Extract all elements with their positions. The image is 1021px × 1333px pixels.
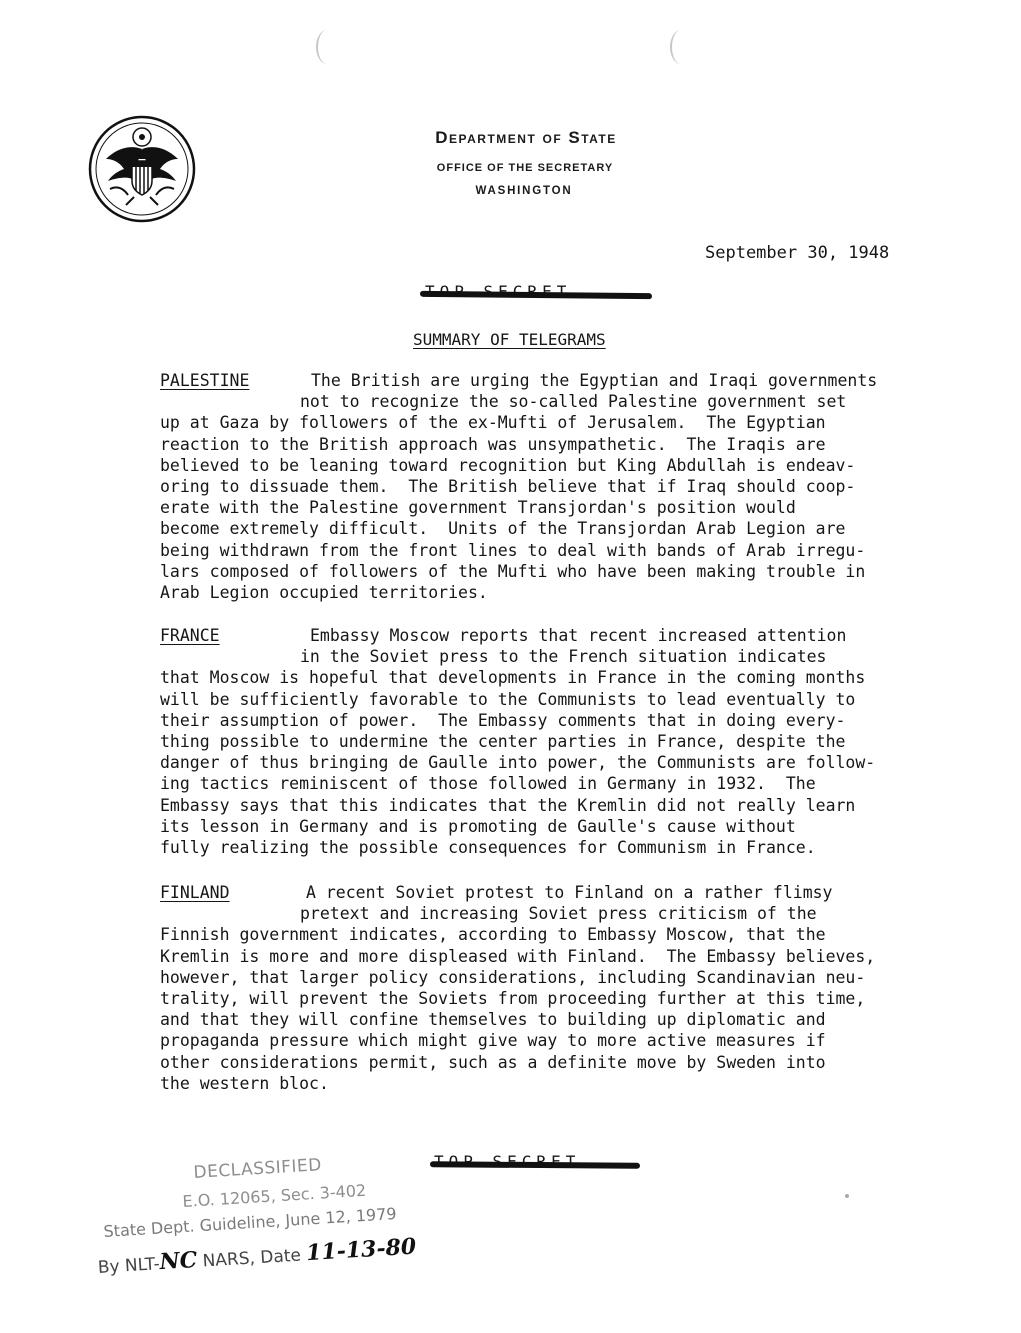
paragraph-line: Kremlin is more and more displeased with Finland. The Embassy believes, xyxy=(160,946,876,966)
paragraph-line: oring to dissuade them. The British believe that if Iraq should coop- xyxy=(160,476,856,496)
paragraph-line: erate with the Palestine government Transjordan's position would xyxy=(160,498,796,518)
paragraph-line: Embassy says that this indicates that the Kremlin did not really learn xyxy=(160,795,856,815)
paragraph-line: Arab Legion occupied territories. xyxy=(160,582,488,602)
paragraph-line: in the Soviet press to the French situation indicates xyxy=(300,647,827,667)
paragraph-line: its lesson in Germany and is promoting de Gaulle's cause without xyxy=(160,816,796,836)
paragraph-line: ing tactics reminiscent of those followed in Germany in 1932. The xyxy=(160,774,816,794)
paragraph-line: become extremely difficult. Units of the Transjordan Arab Legion are xyxy=(160,519,846,539)
paragraph-line: Embassy Moscow reports that recent increased attention xyxy=(310,626,847,645)
document-date: September 30, 1948 xyxy=(705,243,890,263)
paragraph-line: will be sufficiently favorable to the Communists to lead eventually to xyxy=(160,689,856,709)
section-france xyxy=(160,625,875,858)
paragraph-line: Finnish government indicates, according to Embassy Moscow, that the xyxy=(160,925,826,945)
handwritten-date: 11-13-80 xyxy=(305,1233,417,1267)
paragraph-line: propaganda pressure which might give way to more active measures if xyxy=(160,1031,826,1051)
paragraph-line: fully realizing the possible consequences for Communism in France. xyxy=(160,837,816,857)
declassified-stamp-title: DECLASSIFIED xyxy=(193,1155,323,1183)
document-title: SUMMARY OF TELEGRAMS xyxy=(413,330,606,349)
paragraph-line: danger of thus bringing de Gaulle into power, the Communists are follow- xyxy=(160,753,876,773)
stamp-nars-date: NARS, Date xyxy=(196,1245,307,1272)
speck-mark xyxy=(845,1194,849,1198)
letterhead-department: Department of State xyxy=(435,128,617,147)
paragraph-line: A recent Soviet protest to Finland on a rather flimsy xyxy=(306,883,833,902)
paragraph-line: up at Gaza by followers of the ex-Mufti of Jerusalem. The Egyptian xyxy=(160,413,826,433)
paragraph-line: that Moscow is hopeful that developments in France in the coming months xyxy=(160,668,866,688)
paragraph-line: the western bloc. xyxy=(160,1073,329,1093)
paragraph-line: thing possible to undermine the center parties in France, despite the xyxy=(160,731,846,751)
paragraph-line: The British are urging the Egyptian and Iraqi governments xyxy=(311,371,878,390)
paragraph-line: trality, will prevent the Soviets from proceeding further at this time, xyxy=(160,988,866,1008)
handwritten-initials: NC xyxy=(158,1246,198,1276)
section-heading: PALESTINE xyxy=(160,371,250,390)
paragraph-line: not to recognize the so-called Palestine government set xyxy=(300,392,847,412)
paragraph-line: being withdrawn from the front lines to deal with bands of Arab irregu- xyxy=(160,540,866,560)
declassified-stamp-authority: E.O. 12065, Sec. 3-402 xyxy=(182,1180,367,1211)
paragraph-line: however, that larger policy considerations, including Scandinavian neu- xyxy=(160,967,866,987)
section-heading: FINLAND xyxy=(160,883,230,902)
paragraph-line: and that they will confine themselves to building up diplomatic and xyxy=(160,1010,826,1030)
paragraph-line: reaction to the British approach was unsympathetic. The Iraqis are xyxy=(160,434,826,454)
section-palestine xyxy=(160,370,877,603)
letterhead-office: OFFICE OF THE SECRETARY xyxy=(436,162,614,174)
section-heading: FRANCE xyxy=(160,626,220,645)
binder-punch-mark xyxy=(316,30,338,64)
paragraph-line: their assumption of power. The Embassy comments that in doing every- xyxy=(160,710,846,730)
declassified-stamp-guideline: State Dept. Guideline, June 12, 1979 xyxy=(103,1204,398,1241)
binder-punch-mark xyxy=(670,30,692,64)
stamp-prefix: By NLT- xyxy=(97,1254,161,1278)
declassified-stamp-signoff xyxy=(97,1234,417,1279)
paragraph-line: lars composed of followers of the Mufti who have been making trouble in xyxy=(160,561,866,581)
paragraph-line: other considerations permit, such as a definite move by Sweden into xyxy=(160,1052,826,1072)
paragraph-line: believed to be leaning toward recognition but King Abdullah is endeav- xyxy=(160,455,856,475)
section-finland xyxy=(160,882,875,1094)
letterhead-city: WASHINGTON xyxy=(475,185,573,197)
paragraph-line: pretext and increasing Soviet press criticism of the xyxy=(300,904,817,924)
